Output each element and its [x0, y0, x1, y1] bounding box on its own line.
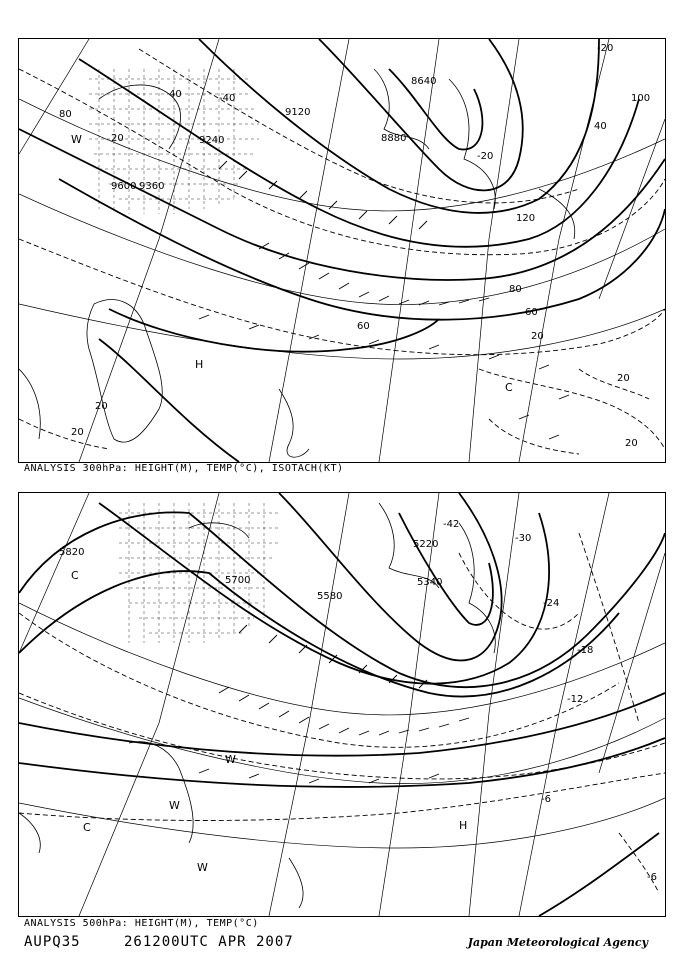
label-minus-6: -6	[541, 794, 551, 805]
label-5820: 5820	[59, 547, 85, 558]
label-h: H	[459, 819, 468, 832]
label-20-e: 20	[617, 373, 630, 384]
label-5580: 5580	[317, 591, 343, 602]
map-500hpa-labels	[59, 519, 657, 883]
label-80-b: 80	[509, 284, 522, 295]
label-40-b: 40	[594, 121, 607, 132]
map-300hpa	[18, 38, 666, 463]
label-c: C	[71, 569, 79, 582]
height-contours	[19, 39, 665, 462]
label-20-b: 20	[531, 331, 544, 342]
label-20-c: 20	[95, 401, 108, 412]
label-h: H	[195, 358, 204, 371]
label-9240: 9240	[199, 135, 225, 146]
label-9120: 9120	[285, 107, 311, 118]
isotach-contours	[19, 49, 665, 454]
label-40: 40	[169, 89, 182, 100]
label-minus-42: -42	[443, 519, 460, 530]
label-w-b: W	[197, 861, 208, 874]
map-300hpa-drawing	[19, 39, 665, 462]
label-c: C	[505, 381, 513, 394]
label-minus-40: -40	[219, 93, 236, 104]
label-minus-18: -18	[577, 645, 594, 656]
label-8640: 8640	[411, 76, 437, 87]
agency-name: Japan Meteorological Agency	[467, 936, 648, 949]
label-w: W	[71, 133, 82, 146]
graticule	[19, 39, 665, 462]
label-60-b: 60	[525, 307, 538, 318]
caption-500hpa: ANALYSIS 500hPa: HEIGHT(M), TEMP(°C)	[24, 918, 259, 929]
coastline	[19, 503, 495, 908]
label-w: W	[169, 799, 180, 812]
isotherm-contours	[19, 533, 665, 893]
label-w-c: W	[225, 753, 236, 766]
label-20-f: 20	[625, 438, 638, 449]
caption-300hpa: ANALYSIS 300hPa: HEIGHT(M), TEMP(°C), ISOTACH(KT)	[24, 463, 344, 474]
label-9600: 9600	[111, 181, 137, 192]
label-5220: 5220	[413, 539, 439, 550]
valid-time: 261200UTC APR 2007	[124, 934, 294, 950]
label-minus-24: -24	[543, 598, 560, 609]
label-5340: 5340	[417, 577, 443, 588]
label-20-d: 20	[71, 427, 84, 438]
label-5700: 5700	[225, 575, 251, 586]
label-c-b: C	[83, 821, 91, 834]
label-minus-20-b: -20	[477, 151, 494, 162]
label-20: 20	[111, 133, 124, 144]
label-9360: 9360	[139, 181, 165, 192]
label-120: 120	[516, 213, 536, 224]
map-500hpa	[18, 492, 666, 917]
label-60: 60	[357, 321, 370, 332]
label-minus-20: -20	[597, 43, 614, 54]
label-100: 100	[631, 93, 651, 104]
label-minus-30: -30	[515, 533, 532, 544]
coastline	[19, 69, 575, 457]
label-minus-6-b: -6	[647, 872, 657, 883]
wind-barbs	[199, 161, 569, 439]
label-minus-12: -12	[567, 694, 584, 705]
product-code: AUPQ35	[24, 934, 81, 950]
label-80: 80	[59, 109, 72, 120]
label-8880: 8880	[381, 133, 407, 144]
map-500hpa-drawing	[19, 493, 665, 916]
